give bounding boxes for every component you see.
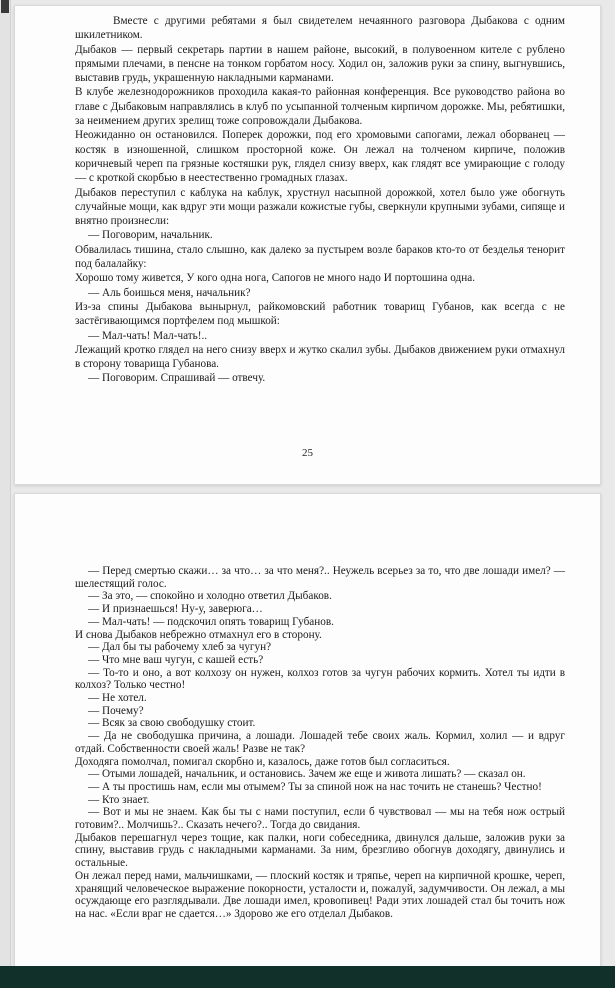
paragraph: Обвалилась тишина, стало слышно, как далеко за пустырем возле бараков кто-то от безделья тенорит под балалайку: — [75, 243, 565, 271]
paragraph: — Вот и мы не знаем. Как бы ты с нами поступил, если б чувствовал — мы на тебя нож острый готовим?.. Молчишь?.. Сказать нечего?.. Тогда до свидания. — [75, 806, 565, 832]
paragraph: — Дал бы ты рабочему хлеб за чугун? — [88, 641, 272, 654]
page-text-block — [75, 14, 565, 386]
scrollbar-track[interactable] — [0, 0, 11, 966]
paragraph: — Мал-чать! Мал-чать!.. — [88, 329, 208, 342]
paragraph: — Кто знает. — [88, 793, 150, 806]
paragraph: — Что мне ваш чугун, с кашей есть? — [88, 653, 264, 666]
paragraph: — Аль боишься меня, начальник? — [88, 286, 251, 299]
paragraph: — Да не свободушка причина, а лошади. Лошадей тебе своих жаль. Кормил, холил — и вдруг отдай. Собственности своей жаль! Разве не так? — [75, 730, 565, 755]
paragraph: В клубе железнодорожников проходила какая-то районная конференция. Все руководство района во главе с Дыбаковым направлялись в клуб по усыпанной толченым кирпичом дорожке. Мы, ребятишки, за неимением других зрелищ тоже сопровождали Дыбакова. — [75, 86, 565, 128]
taskbar — [0, 966, 615, 988]
paragraph: — Не хотел. — [88, 692, 147, 705]
paragraph: — Поговорим. Спрашивай — отвечу. — [88, 372, 266, 385]
paragraph: — Всяк за свою свободушку стоит. — [88, 717, 256, 730]
paragraph: — Мал-чать! — подскочил опять товарищ Губанов. — [88, 615, 334, 628]
paragraph: Лежащий кротко глядел на него снизу вверх и жутко скалил зубы. Дыбаков движением руки отмахнул в сторону товарища Губанова. — [75, 343, 565, 371]
paragraph: — Поговорим, начальник. — [88, 229, 213, 242]
page-number: 25 — [302, 447, 313, 459]
page-text-block — [75, 565, 565, 921]
paragraph: — А ты простишь нам, если мы отымем? Ты за спиной нож на нас точить не станешь? Честно! — [88, 780, 542, 793]
paragraph: Он лежал перед нами, мальчишками, — плоский костяк и тряпье, череп на кирпичной крошке, череп, хранящий человеческое выражение покорности, усталости и, пожалуй, задумчивости. Он лежал, а мы осуждающе его разглядывали. Две лошади имел, кровопивец! Ради этих лошадей стал бы точить нож на нас. «Если враг не сдается…» Здорово же его отделал Дыбаков. — [75, 869, 565, 920]
paragraph: Хорошо тому живется, У кого одна нога, Сапогов не много надо И портошина одна. — [75, 272, 475, 285]
paragraph: Дыбаков переступил с каблука на каблук, хрустнул насыпной дорожкой, хотел было уже обогнуть случайные мощи, как вдруг эти мощи разжали кожистые губы, сверкнули крупными зубами, сипяще и внятно произнесли: — [75, 186, 565, 228]
book-page-first — [14, 5, 601, 485]
book-page-second — [14, 493, 601, 968]
paragraph: Неожиданно он остановился. Поперек дорожки, под его хромовыми сапогами, лежал оборванец — костяк в изношенной, слишком просторной коже. Он лежал на толченом кирпиче, положив коричневый череп па грязные костяшки рук, глядел снизу вверх, как глядят все умирающие с голоду — с кроткой скорбью в неестественно громадных глазах. — [75, 129, 565, 185]
paragraph: И снова Дыбаков небрежно отмахнул его в сторону. — [75, 628, 322, 641]
paragraph: — Отыми лошадей, начальник, и остановись. Зачем же еще и живота лишать? — сказал он. — [88, 768, 526, 781]
paragraph: — И признаешься! Ну-у, заверюга… — [88, 603, 263, 616]
paragraph: Дыбаков перешагнул через тощие, как палки, ноги собеседника, двинулся дальше, заложив руки за спину, выставив грудь с накладными карманами. За ним, брезгливо обогнув доходягу, двинулись и остальные. — [75, 831, 565, 870]
paragraph: — Перед смертью скажи… за что… за что меня?.. Неужель всерьез за то, что две лошади имел? — шелестящий голос. — [75, 565, 565, 590]
scrollbar-thumb[interactable] — [1, 0, 9, 13]
paragraph: — То-то и оно, а вот колхозу он нужен, колхоз готов за чугун рабочих кормить. Хотел ты идти в колхоз? Только честно! — [75, 666, 565, 692]
paragraph: Из-за спины Дыбакова вынырнул, райкомовский работник товарищ Губанов, как всегда с не застёгивающимся портфелем под мышкой: — [75, 300, 565, 328]
paragraph: — За это, — спокойно и холодно ответил Дыбаков. — [88, 590, 332, 603]
paragraph: Дыбаков — первый секретарь партии в нашем районе, высокий, в полувоенном кителе с рублено прямыми плечами, в пенсне на тонком горбатом носу. Ходил он, заложив руки за спину, выгнувшись, выставив грудь, украшенную накладными карманами. — [75, 43, 565, 85]
paragraph: Вместе с другими ребятами я был свидетелем нечаянного разговора Дыбакова с одним шкилетником. — [75, 15, 565, 42]
paragraph: Доходяга помолчал, помигал скорбно и, казалось, даже готов был согласиться. — [75, 755, 450, 768]
paragraph: — Почему? — [88, 704, 144, 717]
